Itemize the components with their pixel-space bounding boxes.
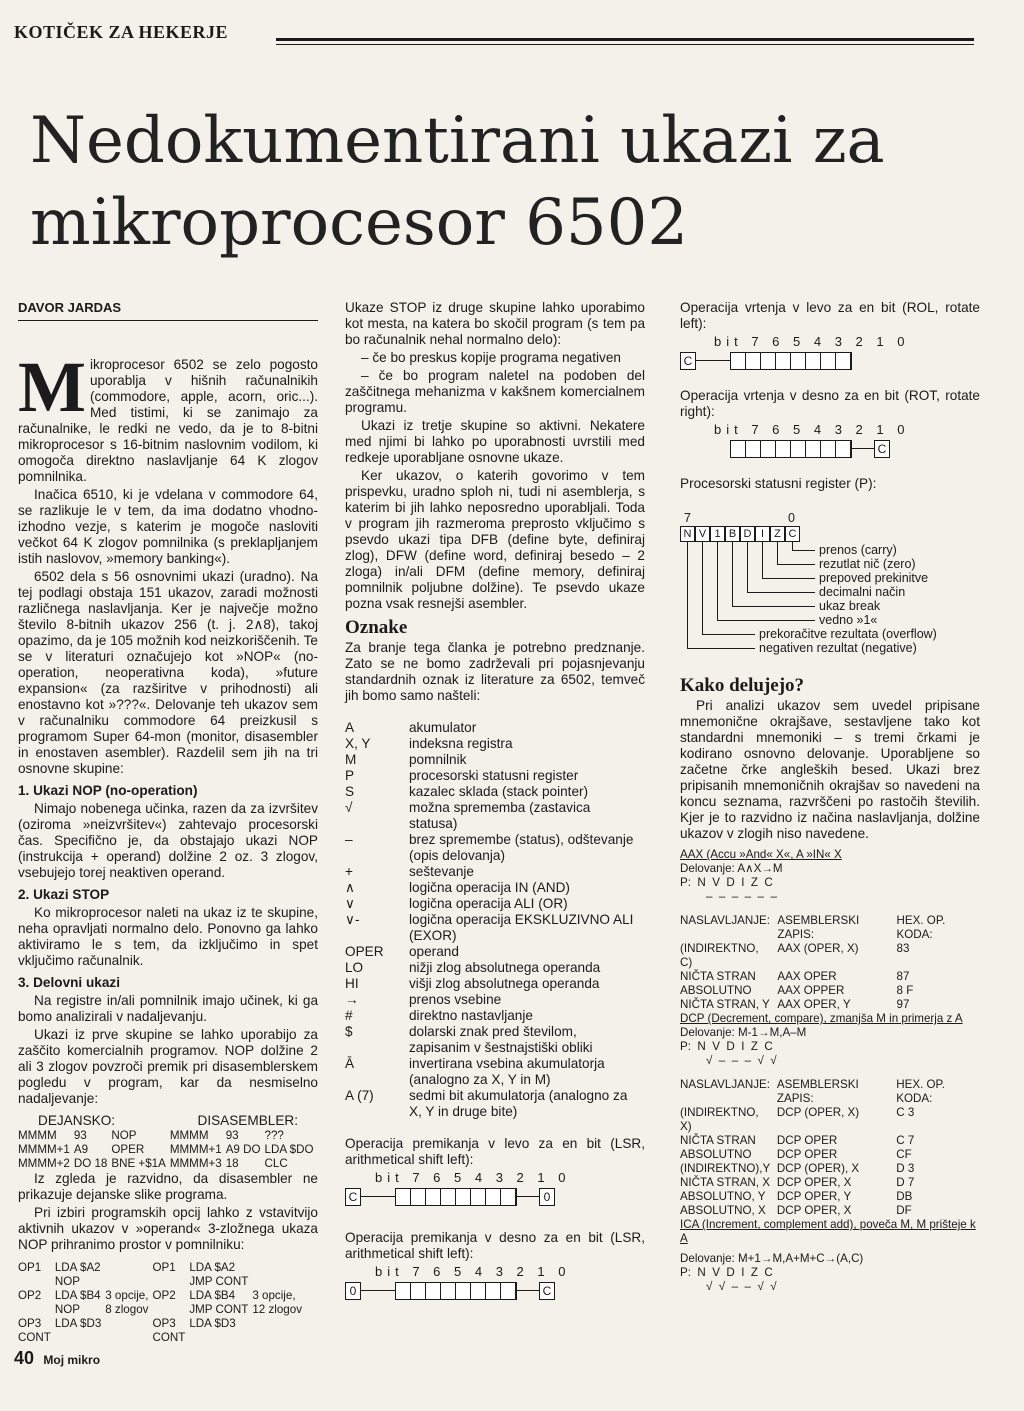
table-row xyxy=(680,1176,980,1190)
aax-operation: Delovanje: A∧X→M xyxy=(680,862,783,875)
symbol-row xyxy=(345,1024,645,1056)
paragraph: Za branje tega članka je potrebno predznanje. Zato se ne bomo zadrževali pri pojasnjevanju standardnih oznak iz literature za 6502, temveč jih bomo samo našteli: xyxy=(345,640,645,703)
table-cell: Ā xyxy=(345,1056,355,1071)
subheading: 2. Ukazi STOP xyxy=(18,887,110,902)
symbols-table xyxy=(345,720,645,1120)
table-cell: DCP (OPER, X) xyxy=(776,1106,860,1119)
symbol-row xyxy=(345,864,645,880)
table-cell: OP3 xyxy=(18,1317,42,1330)
table-cell: DCP (OPER), X xyxy=(776,1162,860,1175)
lsr-right-caption: Operacija premikanja v desno za en bit (LSR, arithmetical shift left): xyxy=(345,1230,645,1261)
symbol-row xyxy=(345,832,645,864)
flag-values: – – – – – – xyxy=(706,890,777,903)
table-cell: 8 zlogov xyxy=(105,1303,149,1316)
table-cell: ∨- xyxy=(345,912,360,927)
table-cell: AAX OPER, Y xyxy=(777,998,851,1011)
table-cell: NIČTA STRAN xyxy=(680,970,756,983)
bit-labels: bit 7 6 5 4 3 2 1 0 xyxy=(375,1170,571,1185)
bit-labels: bit 7 6 5 4 3 2 1 0 xyxy=(714,422,910,437)
table-cell: operand xyxy=(409,944,459,959)
page-footer xyxy=(14,1348,100,1369)
table-cell xyxy=(105,1275,152,1289)
aax-table xyxy=(680,914,980,1012)
flag-label: prenos (carry) xyxy=(819,543,897,557)
subheading: 3. Delovni ukazi xyxy=(18,975,120,990)
table-cell: OPER xyxy=(345,944,384,959)
leader-line xyxy=(687,542,688,648)
table-cell: OP1 xyxy=(18,1261,42,1274)
table-row xyxy=(680,1134,980,1148)
table-cell: LDA $D3 xyxy=(54,1317,102,1330)
intro-paragraph: Mikroprocesor 6502 se zelo pogosto uporablja v hišnih računalnikih (commodore, apple, acorn, oric...). Med tistimi, ki se zanimajo za računalnike, le redki ne vedo, da je to 8-bitni mikroprocesor s 16-bitnim naslovnim vodilom, ki omogoča direktno naslavljanje 64 K zlogov pomnilnika. xyxy=(18,347,318,484)
table-cell xyxy=(105,1261,152,1275)
table-cell xyxy=(18,1303,55,1317)
paragraph: Ko mikroprocesor naleti na ukaz iz te skupine, neha opravljati normalno delo. Ponovno ga lahko aktiviramo le s tem, da izključimo in spet vključimo računalnik. xyxy=(18,905,318,968)
table-cell: 8 F xyxy=(896,984,914,997)
paragraph: Pri izbiri programskih opcij lahko z vstavitvijo aktivnih ukazov v »operand« 3-zložnega ukaza NOP prihranimo prostor v pomnilniku: xyxy=(18,1205,318,1252)
table-row xyxy=(680,984,980,998)
table-row xyxy=(18,1157,317,1171)
column-3 xyxy=(680,300,980,1294)
flag-label: decimalni način xyxy=(819,585,906,599)
table-cell: DCP OPER, X xyxy=(776,1176,852,1189)
flag-bit-box: V xyxy=(695,526,710,542)
table-cell: pomnilnik xyxy=(409,752,467,767)
table-cell: sedmi bit akumulatorja (analogno za X, Y in druge bite) xyxy=(409,1088,628,1119)
table-cell: A9 DO xyxy=(225,1143,261,1156)
table-cell: A9 xyxy=(73,1143,89,1156)
table-cell: NIČTA STRAN, X xyxy=(680,1176,770,1189)
column-2 xyxy=(345,300,645,1318)
article-title xyxy=(30,100,930,264)
register-box xyxy=(730,352,852,370)
table-row xyxy=(18,1129,317,1143)
table-cell: P xyxy=(345,768,355,783)
rol-caption: Operacija vrtenja v levo za en bit (ROL, rotate left): xyxy=(680,300,980,331)
flag-label: ukaz break xyxy=(819,599,881,613)
carry-box: C xyxy=(345,1188,361,1206)
ica-operation: Delovanje: M+1→M,A+M+C→(A,C) xyxy=(680,1252,864,1265)
title-line-1: Nedokumentirani ukazi za xyxy=(30,104,885,178)
table-cell xyxy=(252,1331,306,1345)
disassembler-headings: DEJANSKO: DISASEMBLER: xyxy=(38,1113,298,1128)
leader-line xyxy=(777,564,815,565)
table-cell: seštevanje xyxy=(409,864,474,879)
table-cell xyxy=(55,1331,105,1345)
oznake-heading: Oznake xyxy=(345,617,408,638)
flag-bit-box: C xyxy=(785,526,800,542)
symbol-row xyxy=(345,768,645,784)
bit-0-label: 0 xyxy=(788,511,795,525)
table-cell xyxy=(252,1275,306,1289)
table-cell: OP3 xyxy=(152,1317,176,1330)
zero-box: 0 xyxy=(345,1282,361,1300)
flag-label: negativen rezultat (negative) xyxy=(759,641,917,655)
leader-line xyxy=(717,620,815,621)
paragraph: Pri analizi ukazov sem uvedel pripisane mnemonične okrajšave, sestavljene tako kot standardni mnemoniki – s tremi črkami je kodirano osnovno delovanje. Uporabljene so začetne črke angleških besed. Ukazi brez pripisanih mnemoničnih okrajšav so navedeni na koncu seznama, razvrščeni po rastočih številih. Kjer je to razvidno iz načina naslavljanja, dolžine ukazov v zlogih niso navedene. xyxy=(680,698,980,841)
leader-line xyxy=(717,542,718,620)
table-cell: 93 xyxy=(225,1129,239,1142)
paragraph: Ukaze STOP iz druge skupine lahko uporabimo kot mesta, na katera bo skočil program (s tem pa bo računalnik nehal normalno delo): xyxy=(345,300,645,347)
table-cell: prenos vsebine xyxy=(409,992,502,1007)
table-cell: (INDIREKTNO, C) xyxy=(680,942,759,969)
table-row xyxy=(18,1275,306,1289)
zero-box: 0 xyxy=(539,1188,555,1206)
table-cell: ??? xyxy=(264,1129,284,1142)
flag-bit-box: B xyxy=(725,526,740,542)
table-cell: LDA $D3 xyxy=(189,1317,236,1330)
table-cell: MMMM xyxy=(169,1129,209,1142)
column-header: HEX. OP. KODA: xyxy=(896,1078,946,1105)
carry-box: C xyxy=(680,352,696,370)
table-cell: LDA $A2 xyxy=(54,1261,101,1274)
table-cell xyxy=(105,1331,152,1345)
table-cell: C 3 xyxy=(896,1106,915,1119)
table-cell: CONT xyxy=(152,1331,186,1344)
leader-line xyxy=(762,578,815,579)
table-cell xyxy=(252,1317,306,1331)
leader-line xyxy=(687,648,755,649)
arrow-line xyxy=(361,1196,395,1197)
table-cell xyxy=(105,1317,152,1331)
flag-label: prepoved prekinitve xyxy=(819,571,929,585)
table-cell: ∨ xyxy=(345,896,355,911)
table-cell: (INDIREKTNO),Y xyxy=(680,1162,771,1175)
table-cell: JMP CONT xyxy=(189,1275,249,1288)
header-rule-thin xyxy=(276,44,974,45)
paragraph: Iz zgleda je razvidno, da disasembler ne prikazuje dejanske slike programa. xyxy=(18,1171,318,1202)
symbol-row xyxy=(345,752,645,768)
table-cell: $ xyxy=(345,1024,353,1039)
flag-row: P: N V D I Z C xyxy=(680,1266,773,1279)
dcp-table xyxy=(680,1078,980,1218)
symbol-row xyxy=(345,736,645,752)
table-cell: NIČTA STRAN, Y xyxy=(680,998,770,1011)
table-cell: OP2 xyxy=(152,1289,176,1302)
header-rule xyxy=(276,38,974,41)
symbol-row xyxy=(345,784,645,800)
table-row xyxy=(680,998,980,1012)
rotate-left-diagram xyxy=(680,334,980,380)
aax-title: AAX (Accu »And« X«, A »IN« X xyxy=(680,848,842,861)
carry-box: C xyxy=(874,440,890,458)
table-header-row xyxy=(680,1078,980,1106)
table-row xyxy=(680,970,980,984)
table-cell: A (7) xyxy=(345,1088,374,1103)
table-cell: logična operacija IN (AND) xyxy=(409,880,570,895)
table-cell: (INDIREKTNO, X) xyxy=(680,1106,759,1133)
table-cell: 83 xyxy=(896,942,910,955)
aax-block xyxy=(680,848,980,1294)
table-cell: NIČTA STRAN xyxy=(680,1134,756,1147)
table-cell: MMMM+2 xyxy=(18,1157,70,1170)
leader-line xyxy=(792,550,815,551)
table-cell: MMMM xyxy=(18,1129,57,1142)
table-cell: JMP CONT xyxy=(189,1303,249,1316)
bit-labels: bit 7 6 5 4 3 2 1 0 xyxy=(375,1264,571,1279)
paragraph: Ker ukazov, o katerih govorimo v tem prispevku, uradno sploh ni, tudi ni asemblerja, s katerim bi jih lahko neposredno uporabljali. Toda v program jih razmeroma preprosto vključimo s psevdo ukazi tipa DFB (define byte, definiraj zlog), DFW (define word, definiraj besedo – 2 zloga) in/ali DFM (define memory, definiraj pomnilnik poljubne dolžine). Te psevdo ukaze pozna vsak resnejši asembler. xyxy=(345,468,645,611)
table-cell: NOP xyxy=(54,1275,80,1288)
table-cell: akumulator xyxy=(409,720,477,735)
table-cell: 97 xyxy=(896,998,910,1011)
flag-bit-box: N xyxy=(680,526,695,542)
table-cell: HI xyxy=(345,976,359,991)
table-cell: LDA $DO xyxy=(264,1143,314,1156)
table-cell: procesorski statusni register xyxy=(409,768,579,783)
paragraph: Inačica 6510, ki je vdelana v commodore 64, se razlikuje le v tem, da ima dodatno vhodno-izhodno vezje, s katerim je mogoče nasloviti večkot 64 K zlogov pomnilnika (s preklapljanjem istih naslovov, »memory banking«). xyxy=(18,487,318,566)
table-cell: BNE +$1A xyxy=(111,1157,166,1170)
table-cell: S xyxy=(345,784,355,799)
leader-line xyxy=(702,542,703,634)
table-cell: NOP xyxy=(54,1303,80,1316)
symbol-row xyxy=(345,992,645,1008)
symbol-row xyxy=(345,896,645,912)
flag-values: √ √ – – √ √ xyxy=(706,1280,777,1293)
paragraph: – če bo preskus kopije programa negativen xyxy=(361,350,621,365)
table-cell: DCP OPER, Y xyxy=(776,1190,852,1203)
leader-line xyxy=(777,542,778,564)
table-row xyxy=(680,1148,980,1162)
leader-line xyxy=(732,606,815,607)
table-cell: DO 18 xyxy=(73,1157,108,1170)
title-line-2: mikroprocesor 6502 xyxy=(30,186,689,260)
table-header-row xyxy=(680,914,980,942)
options-table xyxy=(18,1261,306,1345)
table-cell: CF xyxy=(896,1148,912,1161)
table-cell xyxy=(152,1303,189,1317)
arrow-line xyxy=(696,360,730,361)
disassembler-table xyxy=(18,1129,317,1171)
flag-row: P: N V D I Z C xyxy=(680,876,773,889)
subheading: 1. Ukazi NOP (no-operation) xyxy=(18,783,198,798)
table-cell: ∧ xyxy=(345,880,355,895)
table-cell xyxy=(252,1261,306,1275)
table-cell: D 7 xyxy=(896,1176,915,1189)
table-cell: DCP OPER xyxy=(776,1148,838,1161)
table-cell: 3 opcije, xyxy=(105,1289,149,1302)
shift-right-diagram xyxy=(345,1264,645,1310)
symbol-row xyxy=(345,912,645,944)
table-row xyxy=(18,1303,306,1317)
table-row xyxy=(18,1317,306,1331)
lsr-left-caption: Operacija premikanja v levo za en bit (LSR, arithmetical shift left): xyxy=(345,1136,645,1167)
table-cell: nižji zlog absolutnega operanda xyxy=(409,960,601,975)
table-cell: LDA $A2 xyxy=(189,1261,236,1274)
flag-bit-box: D xyxy=(740,526,755,542)
table-cell: možna sprememba (zastavica statusa) xyxy=(409,800,591,831)
table-cell: + xyxy=(345,864,353,879)
table-cell: 12 zlogov xyxy=(252,1303,302,1316)
table-cell: – xyxy=(345,832,353,847)
symbol-row xyxy=(345,1008,645,1024)
table-row xyxy=(680,1190,980,1204)
status-caption: Procesorski statusni register (P): xyxy=(680,476,877,491)
table-cell: AAX OPER xyxy=(777,970,837,983)
table-cell: OP2 xyxy=(18,1289,42,1302)
table-cell: 18 xyxy=(225,1157,239,1170)
table-cell: NOP xyxy=(111,1129,137,1142)
register-box xyxy=(395,1188,517,1206)
table-row xyxy=(18,1331,306,1345)
paragraph: 6502 dela s 56 osnovnimi ukazi (uradno). Na tej podlagi obstaja 151 ukazov, zaradi možnosti različnega naslavljanja. Ker je največje možno število 8-bitnih ukazov 256 (t. j. 2∧8), takoj opazimo, da je 105 možnih kod neizkoriščenih. Te se v literaturi označujejo kot »NOP« (no-operation, neoperativna koda), »future expansion« (za razširitve v prihodnosti) ali enostavno kot »???«. Delovanje teh ukazov sem v računalniku commodore 64 preizkusil s programom Super 64-mon (monitor, disasembler in enostaven asembler). Razdelil sem jih na tri osnovne skupine: xyxy=(18,569,318,776)
magazine-name: Moj mikro xyxy=(43,1353,101,1367)
table-cell: AAX OPPER xyxy=(777,984,845,997)
paragraph: Ukazi iz prve skupine se lahko uporabijo za zaščito komercialnih programov. NOP dolžine 2 ali 3 zlogov povzroči premik pri disasemblerskem pogledu v program, kar da nesmiselno nadaljevanje: xyxy=(18,1027,318,1106)
table-cell: D 3 xyxy=(896,1162,915,1175)
table-cell: C 7 xyxy=(896,1134,915,1147)
table-cell: višji zlog absolutnega operanda xyxy=(409,976,600,991)
table-cell: DB xyxy=(896,1190,913,1203)
carry-box: C xyxy=(539,1282,555,1300)
flag-bit-box: Z xyxy=(770,526,785,542)
table-row xyxy=(680,1106,980,1134)
dcp-title: DCP (Decrement, compare), zmanjša M in primerja z A xyxy=(680,1012,963,1025)
ica-title: ICA (Increment, complement add), poveča M, M prišteje k A xyxy=(680,1218,976,1245)
paragraph: Ukazi iz tretje skupine so aktivni. Nekatere med njimi bi lahko po uporabnosti uvrstili med redkeje uporabljane osnovne ukaze. xyxy=(345,418,645,465)
table-cell: LDA $B4 xyxy=(189,1289,236,1302)
table-cell: 3 opcije, xyxy=(252,1289,296,1302)
leader-line xyxy=(747,542,748,592)
table-cell: indeksna registra xyxy=(409,736,513,751)
leader-line xyxy=(732,542,733,606)
table-row xyxy=(680,942,980,970)
table-cell: AAX (OPER, X) xyxy=(777,942,859,955)
table-cell: → xyxy=(345,992,359,1007)
column-header: ASEMBLERSKI ZAPIS: xyxy=(777,914,860,941)
table-cell: brez spremembe (status), odštevanje (opis delovanja) xyxy=(409,832,634,863)
symbol-row xyxy=(345,1088,645,1120)
column-header: NASLAVLJANJE: xyxy=(680,1078,770,1091)
symbol-row xyxy=(345,960,645,976)
section-header xyxy=(14,22,974,46)
flag-label: vedno »1« xyxy=(819,613,878,627)
table-cell: CLC xyxy=(264,1157,288,1170)
symbol-row xyxy=(345,880,645,896)
table-cell: M xyxy=(345,752,357,767)
register-box xyxy=(730,440,852,458)
table-cell: √ xyxy=(345,800,353,815)
paragraph: Na registre in/ali pomnilnik imajo učinek, ki ga bomo analizirali v nadaljevanju. xyxy=(18,993,318,1024)
paragraph: Nimajo nobenega učinka, razen da za izvršitev (oziroma »neizvršitev«) zahtevajo procesorski čas. Specifično je, da obstajajo ukazi NOP (instrukcija + operand) dolžine 2 oz. 3 zlogov, vsebujejo torej neaktiven operand. xyxy=(18,801,318,880)
table-cell: ABSOLUTNO xyxy=(680,984,752,997)
kako-heading: Kako delujejo? xyxy=(680,675,805,696)
bit-7-label: 7 xyxy=(684,511,691,525)
table-row xyxy=(680,1162,980,1176)
bit-labels: bit 7 6 5 4 3 2 1 0 xyxy=(714,334,910,349)
arrow-line xyxy=(361,1290,395,1291)
flag-label: prekoračitve rezultata (overflow) xyxy=(759,627,937,641)
flag-bit-box: 1 xyxy=(710,526,725,542)
leader-line xyxy=(792,542,793,550)
table-cell: LDA $B4 xyxy=(54,1289,101,1302)
page-number: 40 xyxy=(14,1348,35,1368)
drop-cap: M xyxy=(18,347,86,427)
flag-label: rezutlat nič (zero) xyxy=(819,557,916,571)
flag-row: P: N V D I Z C xyxy=(680,1040,773,1053)
flag-bit-box: I xyxy=(755,526,770,542)
column-header: HEX. OP. KODA: xyxy=(896,914,946,941)
table-cell: OP1 xyxy=(152,1261,176,1274)
symbol-row xyxy=(345,1056,645,1088)
table-cell: 93 xyxy=(73,1129,87,1142)
table-cell: DF xyxy=(896,1204,912,1217)
table-cell: MMMM+3 xyxy=(169,1157,222,1170)
symbol-row xyxy=(345,800,645,832)
symbol-row xyxy=(345,976,645,992)
table-cell: kazalec sklada (stack pointer) xyxy=(409,784,589,799)
paragraph: – če bo program naletel na podoben del zaščitnega mehanizma v kakšnem komercialnem programu. xyxy=(345,368,645,415)
table-cell: MMMM+1 xyxy=(169,1143,222,1156)
rotate-right-diagram xyxy=(680,422,980,468)
table-cell: ABSOLUTNO xyxy=(680,1148,752,1161)
column-header: NASLAVLJANJE: xyxy=(680,914,770,927)
table-cell: LO xyxy=(345,960,364,975)
table-cell: direktno nastavljanje xyxy=(409,1008,533,1023)
table-cell xyxy=(152,1275,189,1289)
table-cell: logična operacija ALI (OR) xyxy=(409,896,568,911)
table-row xyxy=(18,1143,317,1157)
leader-line xyxy=(702,634,755,635)
status-register-diagram xyxy=(680,512,980,662)
table-row xyxy=(18,1261,306,1275)
table-cell: 87 xyxy=(896,970,910,983)
table-cell: X, Y xyxy=(345,736,371,751)
table-cell: ABSOLUTNO, X xyxy=(680,1204,766,1217)
table-cell xyxy=(189,1331,252,1345)
table-cell: A xyxy=(345,720,355,735)
dcp-operation: Delovanje: M-1→M,A–M xyxy=(680,1026,807,1039)
table-cell: OPER xyxy=(111,1143,145,1156)
register-box xyxy=(395,1282,517,1300)
section-label: KOTIČEK ZA HEKERJE xyxy=(14,22,229,42)
table-cell: # xyxy=(345,1008,353,1023)
table-cell: logična operacija EKSKLUZIVNO ALI (EXOR) xyxy=(409,912,634,943)
leader-line xyxy=(747,592,815,593)
column-1 xyxy=(18,300,318,1345)
table-cell: DCP OPER, X xyxy=(776,1204,852,1217)
author: DAVOR JARDAS xyxy=(18,300,318,321)
table-cell: dolarski znak pred številom, zapisanim v šestnajstiški obliki xyxy=(409,1024,593,1055)
table-cell xyxy=(18,1275,55,1289)
table-cell: invertirana vsebina akumulatorja (analogno za X, Y in M) xyxy=(409,1056,605,1087)
column-header: ASEMBLERSKI ZAPIS: xyxy=(776,1078,859,1105)
arrow-line xyxy=(852,448,874,449)
arrow-line xyxy=(517,1290,539,1291)
table-row xyxy=(680,1204,980,1218)
table-cell: DCP OPER xyxy=(776,1134,838,1147)
rot-caption: Operacija vrtenja v desno za en bit (ROT, rotate right): xyxy=(680,388,980,419)
flag-values: √ – – – √ √ xyxy=(706,1054,777,1067)
table-cell: ABSOLUTNO, Y xyxy=(680,1190,766,1203)
arrow-line xyxy=(517,1196,539,1197)
table-cell: CONT xyxy=(18,1331,51,1344)
symbol-row xyxy=(345,720,645,736)
leader-line xyxy=(762,542,763,578)
symbol-row xyxy=(345,944,645,960)
table-cell: MMMM+1 xyxy=(18,1143,70,1156)
shift-left-diagram xyxy=(345,1170,645,1216)
table-row xyxy=(18,1289,306,1303)
